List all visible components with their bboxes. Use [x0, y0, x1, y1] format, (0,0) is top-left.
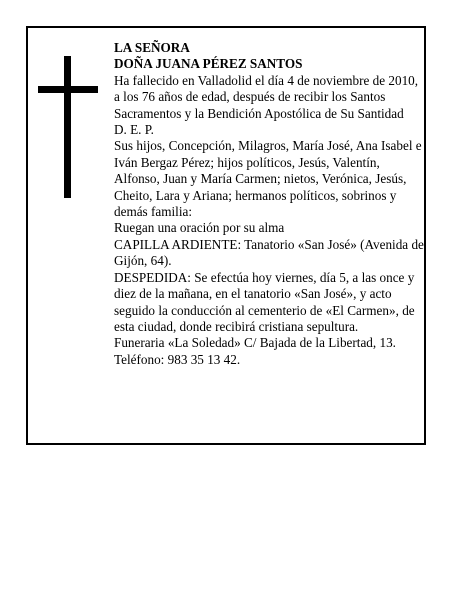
phone-number: Teléfono: 983 35 13 42.: [114, 351, 241, 367]
notice-body: [114, 40, 424, 368]
prayer-request: Ruegan una oración por su alma: [114, 220, 285, 236]
death-announcement: Ha fallecido en Valladolid el día 4 de noviembre de 2010, a los 76 años de edad, después de recibir los Santos Sacramentos y la Bendición Apostólica de Su Santidad: [114, 72, 419, 121]
heading-title: LA SEÑORA: [114, 40, 190, 55]
family-list: Sus hijos, Concepción, Milagros, María José, Ana Isabel e Iván Bergaz Pérez; hijos políticos, Jesús, Valentín, Alfonso, Juan y María Carmen; nietos, Verónica, Jesús, Cheito, Lara y Ariana; hermanos políticos, sobrinos y demás familia:: [114, 138, 422, 220]
cross-icon: [38, 56, 98, 198]
obituary-notice: [26, 26, 426, 445]
chapel-info: CAPILLA ARDIENTE: Tanatorio «San José» (Avenida de Gijón, 64).: [114, 236, 424, 269]
deceased-name: DOÑA JUANA PÉREZ SANTOS: [114, 56, 303, 72]
funeral-home: Funeraria «La Soledad» C/ Bajada de la Libertad, 13.: [114, 335, 396, 351]
rest-in-peace: D. E. P.: [114, 122, 154, 138]
farewell-info: DESPEDIDA: Se efectúa hoy viernes, día 5, a las once y diez de la mañana, en el tanatorio «San José», y acto seguido la conducción al cementerio de «El Carmen», de esta ciudad, donde recibirá cristiana sepultura.: [114, 269, 415, 334]
cross-vertical-bar: [64, 56, 71, 198]
cross-horizontal-bar: [38, 86, 98, 93]
